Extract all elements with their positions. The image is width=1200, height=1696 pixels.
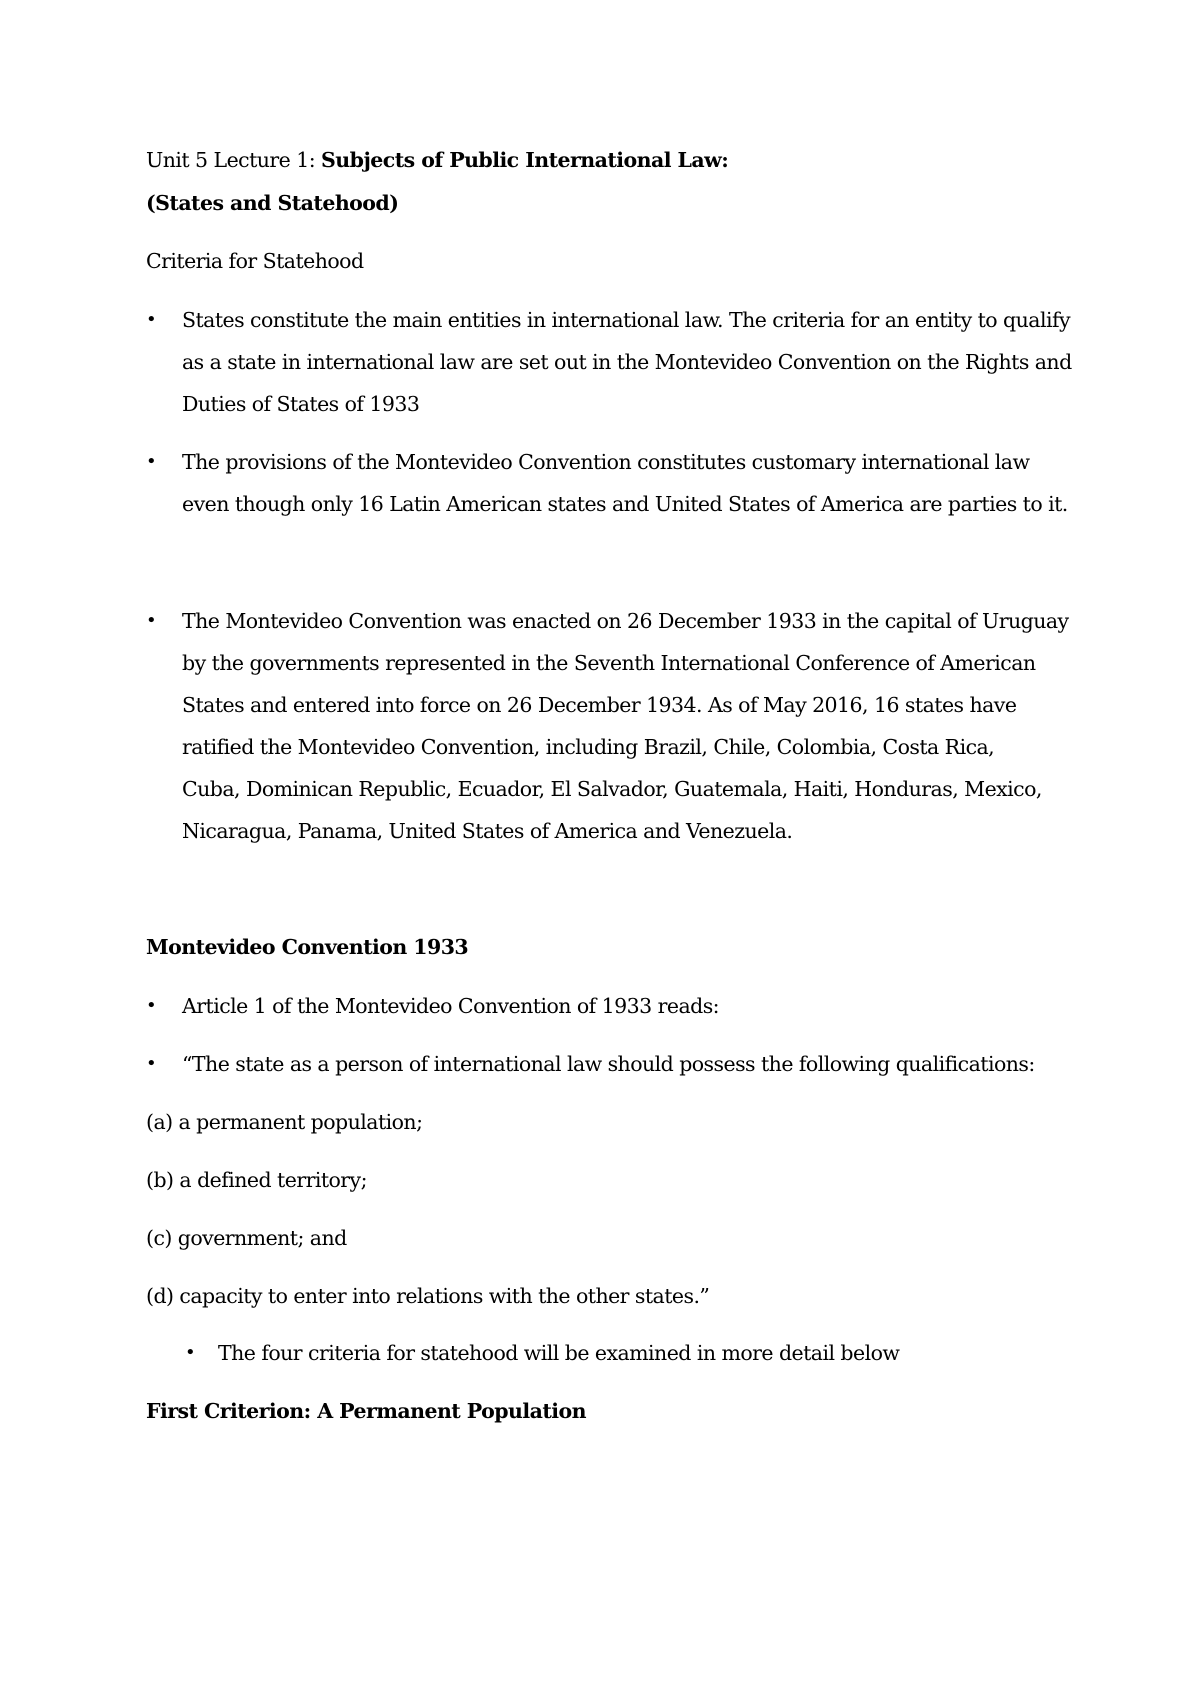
bullet-text-line: The provisions of the Montevideo Convention constitutes customary international law [182, 450, 1030, 474]
bullet-text-line: States constitute the main entities in international law. The criteria for an entity to qualify [182, 308, 1071, 332]
criteria-item: (c) government; and [146, 1226, 347, 1250]
criteria-item: (d) capacity to enter into relations with the other states.” [146, 1284, 710, 1308]
title-prefix: Unit 5 Lecture 1: [146, 148, 316, 172]
bullet-text-line: Duties of States of 1933 [182, 392, 420, 416]
bullet-marker: • [146, 451, 157, 472]
bullet-text-line: even though only 16 Latin American states and United States of America are parties to it. [182, 492, 1068, 516]
document-title [146, 146, 728, 174]
title-bold: Subjects of Public International Law: [321, 148, 729, 172]
bullet-marker: • [146, 309, 157, 330]
section-heading-criteria: Criteria for Statehood [146, 249, 364, 273]
bullet-text-line: The Montevideo Convention was enacted on 26 December 1933 in the capital of Uruguay [182, 609, 1069, 633]
bullet-text-line: as a state in international law are set out in the Montevideo Convention on the Rights and [182, 350, 1072, 374]
bullet-text-line: Cuba, Dominican Republic, Ecuador, El Salvador, Guatemala, Haiti, Honduras, Mexico, [182, 777, 1042, 801]
criteria-item: (b) a defined territory; [146, 1168, 367, 1192]
bullet-text-line: Article 1 of the Montevideo Convention of 1933 reads: [182, 994, 720, 1018]
sub-bullet-text: The four criteria for statehood will be examined in more detail below [218, 1341, 900, 1365]
document-subtitle: (States and Statehood) [146, 191, 399, 215]
section-heading-first-criterion: First Criterion: A Permanent Population [146, 1399, 586, 1423]
bullet-text-line: Nicaragua, Panama, United States of America and Venezuela. [182, 819, 793, 843]
bullet-text-line: States and entered into force on 26 December 1934. As of May 2016, 16 states have [182, 693, 1017, 717]
bullet-text-line: “The state as a person of international law should possess the following qualifications: [182, 1052, 1035, 1076]
bullet-marker: • [146, 610, 157, 631]
sub-bullet-marker: • [185, 1342, 196, 1363]
section-heading-montevideo: Montevideo Convention 1933 [146, 935, 469, 959]
bullet-marker: • [146, 995, 157, 1016]
bullet-text-line: ratified the Montevideo Convention, including Brazil, Chile, Colombia, Costa Rica, [182, 735, 995, 759]
bullet-text-line: by the governments represented in the Seventh International Conference of American [182, 651, 1036, 675]
criteria-item: (a) a permanent population; [146, 1110, 423, 1134]
bullet-marker: • [146, 1053, 157, 1074]
